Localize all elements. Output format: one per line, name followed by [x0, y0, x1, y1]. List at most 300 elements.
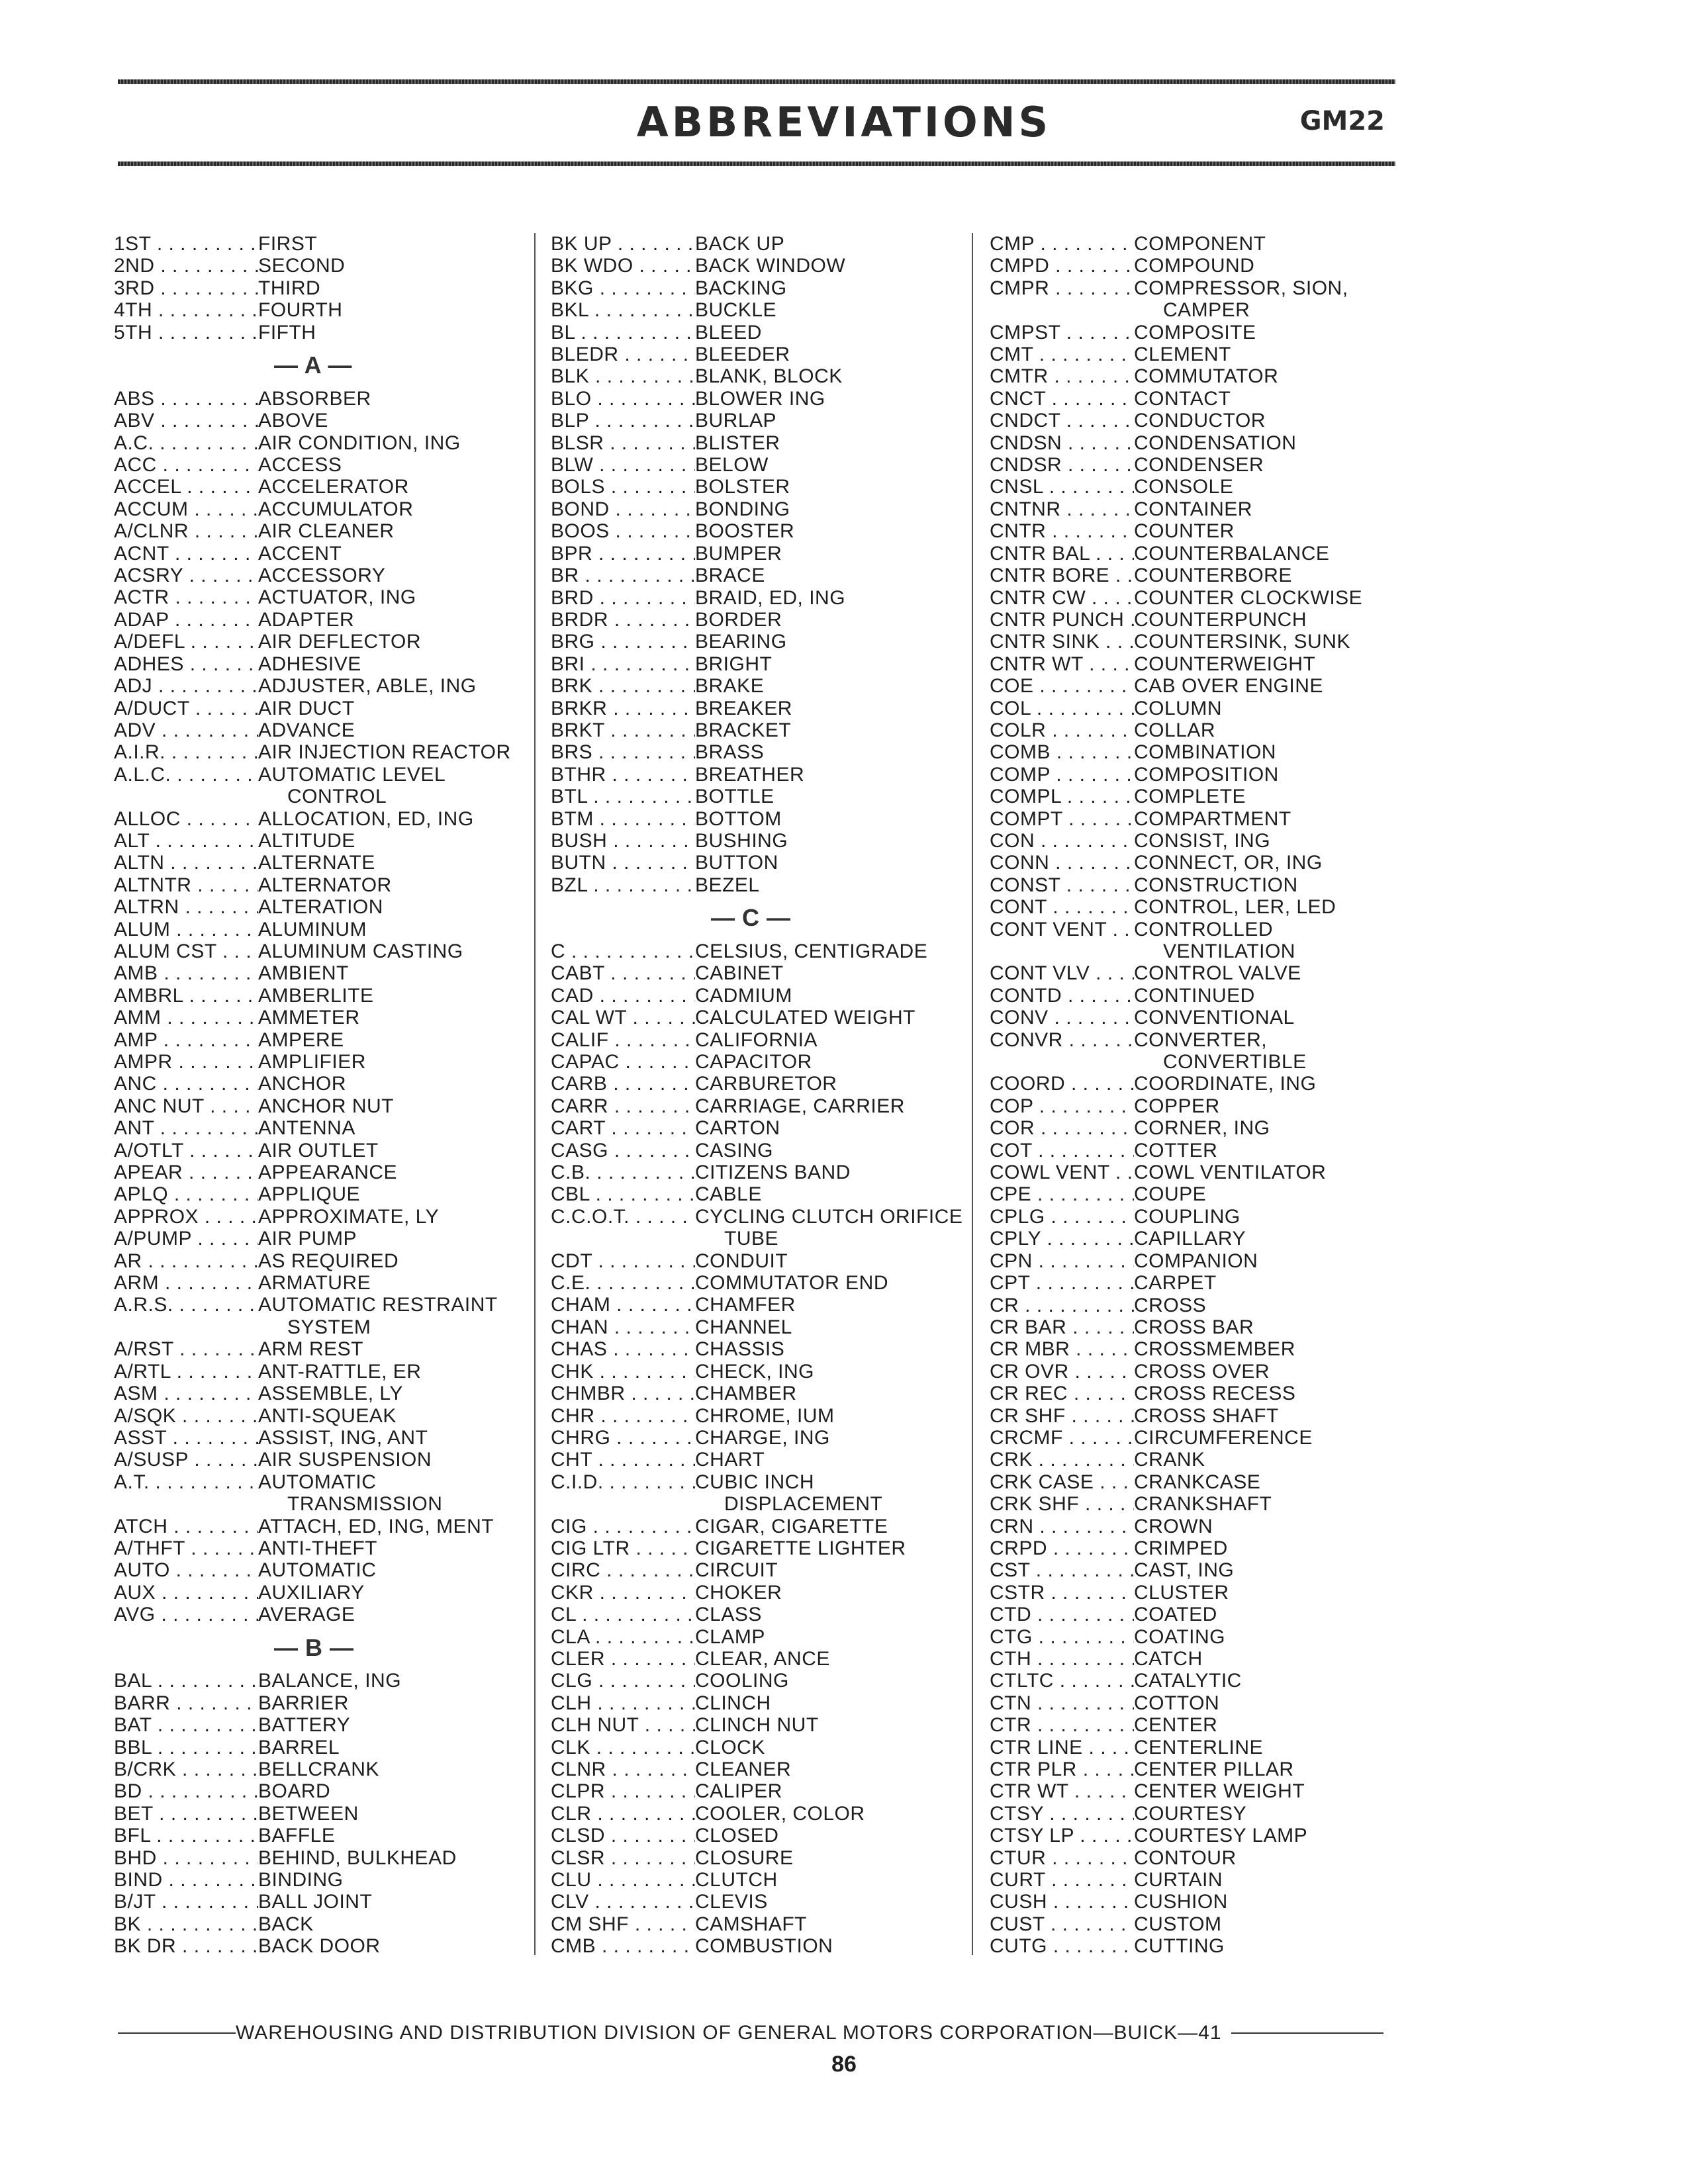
- abbreviation-definition: BELOW: [695, 454, 769, 477]
- abbreviation-definition: BACK UP: [695, 233, 785, 255]
- abbreviation-definition: CENTER PILLAR: [1134, 1758, 1294, 1781]
- definition-continuation: CONTROL: [287, 786, 387, 808]
- abbreviation-definition: CENTERLINE: [1134, 1736, 1264, 1758]
- abbreviation-entry: [114, 1670, 538, 1692]
- abbreviation-definition: CHROME, IUM: [695, 1404, 835, 1427]
- abbreviation-entry: [551, 1272, 974, 1294]
- abbreviation-term: 2ND . . .: [114, 255, 258, 277]
- abbreviation-term: CRK . . .: [990, 1449, 1134, 1471]
- abbreviation-definition: APPEARANCE: [258, 1161, 398, 1184]
- abbreviation-entry: [114, 1228, 538, 1250]
- definition-continuation: CAMPER: [1163, 299, 1250, 322]
- abbreviation-definition: COLLAR: [1134, 719, 1216, 741]
- abbreviation-definition: ADVANCE: [258, 719, 355, 741]
- abbreviation-definition: CUBIC INCH: [695, 1471, 815, 1493]
- abbreviation-entry: [114, 432, 538, 454]
- abbreviation-term: ACCEL . . .: [114, 476, 258, 498]
- abbreviation-term: CMP . . .: [990, 233, 1134, 255]
- abbreviation-definition: COWL VENTILATOR: [1134, 1161, 1327, 1184]
- abbreviation-definition: COUNTER: [1134, 520, 1235, 543]
- abbreviation-definition: CENTER: [1134, 1714, 1218, 1737]
- abbreviation-definition: BOLSTER: [695, 476, 790, 498]
- abbreviation-entry: [990, 343, 1420, 365]
- abbreviation-entry: [990, 631, 1420, 653]
- abbreviation-term: BIND . . .: [114, 1869, 258, 1891]
- abbreviation-entry: [114, 1737, 538, 1758]
- abbreviation-entry: [551, 322, 974, 343]
- abbreviation-term: B/JT . . .: [114, 1891, 258, 1913]
- abbreviation-entry: [551, 565, 974, 586]
- abbreviation-definition: CHASSIS: [695, 1338, 785, 1361]
- abbreviation-definition: BRACKET: [695, 719, 792, 741]
- abbreviation-entry: [551, 1516, 974, 1537]
- abbreviation-definition: CENTER WEIGHT: [1134, 1780, 1305, 1803]
- abbreviation-definition: COATING: [1134, 1625, 1225, 1648]
- abbreviation-entry: [114, 764, 538, 786]
- abbreviation-entry: [551, 587, 974, 609]
- abbreviation-definition: ASSEMBLE, LY: [258, 1383, 403, 1405]
- abbreviation-entry: [551, 874, 974, 896]
- abbreviation-definition: CONTINUED: [1134, 984, 1255, 1007]
- abbreviation-entry: [114, 675, 538, 697]
- abbreviation-definition: COOLING: [695, 1670, 789, 1692]
- abbreviation-entry: [551, 808, 974, 830]
- abbreviation-entry: [114, 874, 538, 896]
- abbreviation-definition: CLEANER: [695, 1758, 792, 1781]
- abbreviation-definition: CLUSTER: [1134, 1581, 1229, 1604]
- abbreviation-term: CAPAC . . .: [551, 1051, 695, 1073]
- abbreviation-term: CNTR . . .: [990, 520, 1134, 542]
- abbreviation-definition: BARRIER: [258, 1692, 349, 1714]
- abbreviation-entry: [114, 1847, 538, 1869]
- abbreviation-term: A/RST . . .: [114, 1338, 258, 1360]
- abbreviation-definition: BALANCE, ING: [258, 1670, 402, 1692]
- abbreviation-term: CNTR PUNCH . . .: [990, 609, 1134, 631]
- abbreviation-definition: ABOVE: [258, 410, 328, 432]
- abbreviation-entry: [551, 1161, 974, 1183]
- abbreviation-entry: [551, 852, 974, 874]
- abbreviation-term: A/SQK . . .: [114, 1405, 258, 1427]
- abbreviation-entry: [551, 631, 974, 653]
- abbreviation-definition: COORDINATE, ING: [1134, 1073, 1317, 1095]
- abbreviation-entry: [114, 1405, 538, 1427]
- abbreviation-entry: [551, 1095, 974, 1117]
- abbreviation-definition: CYCLING CLUTCH ORIFICE: [695, 1205, 963, 1228]
- abbreviation-term: CRK SHF . . .: [990, 1493, 1134, 1515]
- abbreviation-entry: [990, 1295, 1420, 1316]
- abbreviation-term: CHAN . . .: [551, 1316, 695, 1338]
- abbreviation-definition: COUPE: [1134, 1183, 1207, 1206]
- abbreviation-entry: [114, 233, 538, 255]
- abbreviation-definition: AMBERLITE: [258, 984, 374, 1007]
- abbreviation-entry: [114, 498, 538, 520]
- abbreviation-definition: FIFTH: [258, 321, 316, 343]
- abbreviation-entry: [551, 764, 974, 786]
- abbreviation-definition: ATTACH, ED, ING, MENT: [258, 1515, 494, 1537]
- abbreviation-term: CST . . .: [990, 1559, 1134, 1581]
- abbreviation-term: BFL . . .: [114, 1825, 258, 1846]
- header-rule-bottom: [118, 161, 1395, 166]
- abbreviation-entry: [551, 1692, 974, 1714]
- abbreviation-definition: AUTOMATIC LEVEL: [258, 763, 446, 786]
- abbreviation-term: CONT VLV . . .: [990, 962, 1134, 984]
- abbreviation-entry: [990, 410, 1420, 432]
- abbreviation-entry: [990, 1670, 1420, 1692]
- abbreviation-term: C.B. . . .: [551, 1161, 695, 1183]
- abbreviation-entry: [990, 1869, 1420, 1891]
- abbreviation-definition: COMPOSITE: [1134, 321, 1256, 343]
- abbreviation-definition: CLINCH: [695, 1692, 771, 1714]
- abbreviation-entry: [114, 1803, 538, 1825]
- abbreviation-entry: [990, 852, 1420, 874]
- abbreviation-term: BTHR . . .: [551, 764, 695, 786]
- abbreviation-definition: ANCHOR: [258, 1073, 347, 1095]
- abbreviation-term: CON . . .: [990, 830, 1134, 852]
- abbreviation-entry: [114, 476, 538, 498]
- abbreviation-entry: [990, 1626, 1420, 1648]
- abbreviation-term: COR . . .: [990, 1117, 1134, 1139]
- abbreviation-entry: [114, 454, 538, 476]
- abbreviation-term: APPROX . . .: [114, 1206, 258, 1228]
- definition-continuation: TRANSMISSION: [287, 1493, 443, 1516]
- abbreviation-term: CNTR SINK . . .: [990, 631, 1134, 653]
- abbreviation-term: CONTD . . .: [990, 985, 1134, 1007]
- abbreviation-entry: [551, 1714, 974, 1736]
- abbreviation-entry: [990, 962, 1420, 984]
- abbreviation-entry: [114, 852, 538, 874]
- abbreviation-term: BRK . . .: [551, 675, 695, 697]
- abbreviation-entry: [114, 1935, 538, 1957]
- abbreviation-definition: ACCELERATOR: [258, 476, 409, 498]
- abbreviation-term: BK DR . . .: [114, 1935, 258, 1957]
- abbreviation-entry: [114, 1714, 538, 1736]
- abbreviation-entry: [990, 1250, 1420, 1272]
- abbreviation-entry: [551, 343, 974, 365]
- abbreviation-entry: [114, 896, 538, 918]
- abbreviation-term: BUSH . . .: [551, 830, 695, 852]
- abbreviation-entry: [114, 741, 538, 763]
- abbreviation-term: BHD . . .: [114, 1847, 258, 1869]
- abbreviation-term: CR REC . . .: [990, 1383, 1134, 1404]
- abbreviation-entry: [990, 1516, 1420, 1537]
- abbreviation-definition: COTTER: [1134, 1139, 1218, 1161]
- abbreviation-term: A/SUSP . . .: [114, 1449, 258, 1471]
- abbreviation-definition: CROSS RECESS: [1134, 1383, 1296, 1405]
- abbreviation-term: ALT . . .: [114, 830, 258, 852]
- abbreviation-definition: CAPILLARY: [1134, 1228, 1246, 1250]
- abbreviation-entry: [551, 609, 974, 631]
- abbreviation-definition: CLEVIS: [695, 1891, 768, 1913]
- abbreviation-entry: [551, 1847, 974, 1869]
- abbreviation-definition: CONTROL, LER, LED: [1134, 896, 1336, 919]
- abbreviation-definition: BARREL: [258, 1736, 340, 1758]
- abbreviation-definition: AS REQUIRED: [258, 1250, 399, 1272]
- abbreviation-entry: [114, 609, 538, 631]
- abbreviation-definition: BETWEEN: [258, 1802, 359, 1825]
- abbreviation-term: CTR WT . . .: [990, 1780, 1134, 1802]
- abbreviation-entry: [551, 277, 974, 299]
- abbreviation-definition: COUNTERSINK, SUNK: [1134, 631, 1350, 653]
- abbreviation-entry: [551, 255, 974, 277]
- abbreviation-definition: CHARGE, ING: [695, 1426, 830, 1449]
- abbreviation-definition: BORDER: [695, 608, 782, 631]
- abbreviation-entry: [114, 1051, 538, 1073]
- abbreviation-entry: [114, 1582, 538, 1604]
- abbreviation-term: CIRC . . .: [551, 1559, 695, 1581]
- abbreviation-term: ALTRN . . .: [114, 896, 258, 918]
- abbreviation-definition: ALTITUDE: [258, 829, 355, 852]
- abbreviation-definition: AUTOMATIC RESTRAINT: [258, 1294, 498, 1316]
- abbreviation-term: ALTNTR . . .: [114, 874, 258, 896]
- abbreviation-term: ADAP . . .: [114, 609, 258, 631]
- abbreviation-definition: ACTUATOR, ING: [258, 586, 416, 609]
- abbreviation-definition: CIGARETTE LIGHTER: [695, 1537, 906, 1559]
- abbreviation-term: CBL . . .: [551, 1183, 695, 1205]
- abbreviation-entry: [114, 1604, 538, 1625]
- abbreviation-term: BAT . . .: [114, 1714, 258, 1736]
- abbreviation-entry: [990, 1537, 1420, 1559]
- abbreviation-definition: CONDUCTOR: [1134, 410, 1266, 432]
- section-heading: — A —: [274, 351, 352, 379]
- abbreviation-definition: BRAKE: [695, 675, 765, 698]
- abbreviation-term: A.T. . . .: [114, 1471, 258, 1493]
- abbreviation-entry: [990, 1272, 1420, 1294]
- abbreviation-definition: AMPERE: [258, 1028, 344, 1051]
- abbreviation-entry: [551, 698, 974, 719]
- abbreviation-entry: [551, 1427, 974, 1449]
- abbreviation-definition: BREATHER: [695, 763, 805, 786]
- abbreviation-entry: [990, 698, 1420, 719]
- abbreviation-term: CONV . . .: [990, 1007, 1134, 1028]
- abbreviation-term: BAL . . .: [114, 1670, 258, 1692]
- abbreviation-term: CMT . . .: [990, 343, 1134, 365]
- abbreviation-term: BKG . . .: [551, 277, 695, 299]
- abbreviation-entry: [551, 1626, 974, 1648]
- abbreviation-entry: [990, 830, 1420, 852]
- abbreviation-entry: [114, 1913, 538, 1935]
- abbreviation-term: 3RD . . .: [114, 277, 258, 299]
- abbreviation-term: CNDCT . . .: [990, 410, 1134, 432]
- abbreviation-definition: BEHIND, BULKHEAD: [258, 1846, 457, 1869]
- abbreviation-entry: [990, 1559, 1420, 1581]
- abbreviation-definition: ADHESIVE: [258, 653, 361, 675]
- abbreviation-definition: BINDING: [258, 1869, 344, 1891]
- abbreviation-definition: BALL JOINT: [258, 1891, 373, 1913]
- abbreviation-entry: [114, 698, 538, 719]
- abbreviation-term: CHAM . . .: [551, 1294, 695, 1316]
- abbreviation-term: C.E. . . .: [551, 1272, 695, 1294]
- abbreviation-definition: CROSS SHAFT: [1134, 1404, 1279, 1427]
- abbreviation-definition: AIR INJECTION REACTOR: [258, 741, 511, 764]
- abbreviation-entry: [551, 1780, 974, 1802]
- abbreviation-term: BTM . . .: [551, 808, 695, 830]
- abbreviation-term: CHMBR . . .: [551, 1383, 695, 1404]
- abbreviation-definition: CURTAIN: [1134, 1869, 1223, 1891]
- abbreviation-entry: [990, 520, 1420, 542]
- abbreviation-definition: COMPLETE: [1134, 786, 1246, 808]
- abbreviation-definition: CELSIUS, CENTIGRADE: [695, 940, 928, 962]
- abbreviation-entry: [990, 985, 1420, 1007]
- abbreviation-entry: [114, 653, 538, 675]
- abbreviation-term: A.I.R. . . .: [114, 741, 258, 763]
- abbreviation-term: APLQ . . .: [114, 1183, 258, 1205]
- abbreviation-term: AMB . . .: [114, 962, 258, 984]
- abbreviation-entry: [990, 1206, 1420, 1228]
- abbreviation-term: CHAS . . .: [551, 1338, 695, 1360]
- abbreviation-term: 5TH . . .: [114, 322, 258, 343]
- section-heading: — C —: [711, 904, 791, 932]
- abbreviation-definition: ACCUMULATOR: [258, 498, 414, 520]
- document-code: GM22: [1299, 106, 1385, 136]
- abbreviation-entry: [114, 1427, 538, 1449]
- abbreviation-entry: [551, 1604, 974, 1625]
- abbreviation-term: CMPR . . .: [990, 277, 1134, 299]
- abbreviation-entry: [990, 1316, 1420, 1338]
- abbreviation-entry: [551, 1758, 974, 1780]
- abbreviation-term: ACNT . . .: [114, 543, 258, 565]
- abbreviation-term: CM SHF . . .: [551, 1913, 695, 1935]
- abbreviation-term: A.C. . . .: [114, 432, 258, 454]
- abbreviation-definition: CARRIAGE, CARRIER: [695, 1095, 905, 1117]
- abbreviation-definition: CORNER, ING: [1134, 1117, 1270, 1140]
- abbreviation-term: CPLY . . .: [990, 1228, 1134, 1250]
- abbreviation-term: CNTR BAL . . .: [990, 543, 1134, 565]
- abbreviation-term: CNDSN . . .: [990, 432, 1134, 454]
- abbreviation-entry: [990, 322, 1420, 343]
- abbreviation-definition: ANTI-THEFT: [258, 1537, 377, 1559]
- abbreviation-term: 4TH . . .: [114, 299, 258, 321]
- abbreviation-term: BRKT . . .: [551, 719, 695, 741]
- abbreviation-entry: [114, 255, 538, 277]
- abbreviation-definition: ARM REST: [258, 1338, 364, 1361]
- abbreviation-entry: [114, 1516, 538, 1537]
- abbreviation-term: APEAR . . .: [114, 1161, 258, 1183]
- abbreviation-entry: [114, 277, 538, 299]
- abbreviation-entry: [990, 1935, 1420, 1957]
- abbreviation-term: CRPD . . .: [990, 1537, 1134, 1559]
- abbreviation-entry: [990, 764, 1420, 786]
- abbreviation-term: CTUR . . .: [990, 1847, 1134, 1869]
- abbreviation-entry: [990, 233, 1420, 255]
- abbreviation-term: AMM . . .: [114, 1007, 258, 1028]
- abbreviation-entry: [551, 1338, 974, 1360]
- abbreviation-term: CONT VENT . . .: [990, 919, 1134, 940]
- abbreviation-term: BTL . . .: [551, 786, 695, 807]
- abbreviation-entry: [551, 410, 974, 432]
- abbreviation-definition: ACCENT: [258, 542, 342, 565]
- abbreviation-entry: [990, 1007, 1420, 1028]
- abbreviation-term: COWL VENT . . .: [990, 1161, 1134, 1183]
- abbreviation-entry: [990, 741, 1420, 763]
- abbreviation-term: CTR LINE . . .: [990, 1737, 1134, 1758]
- abbreviation-entry: [114, 1471, 538, 1493]
- abbreviation-definition: BRIGHT: [695, 653, 773, 675]
- abbreviation-entry: [990, 1095, 1420, 1117]
- abbreviation-definition: BUTTON: [695, 852, 778, 874]
- abbreviation-entry: [114, 719, 538, 741]
- abbreviation-entry: [551, 675, 974, 697]
- abbreviation-definition: CASING: [695, 1139, 774, 1161]
- abbreviation-entry: [990, 808, 1420, 830]
- abbreviation-term: CLA . . .: [551, 1626, 695, 1648]
- abbreviation-term: CLSR . . .: [551, 1847, 695, 1869]
- abbreviation-entry: [990, 565, 1420, 586]
- abbreviation-definition: BEARING: [695, 631, 787, 653]
- abbreviation-term: BK WDO . . .: [551, 255, 695, 277]
- abbreviation-definition: ANCHOR NUT: [258, 1095, 394, 1117]
- abbreviation-definition: AIR SUSPENSION: [258, 1449, 432, 1471]
- abbreviation-term: CRCMF . . .: [990, 1427, 1134, 1449]
- abbreviation-term: AUX . . .: [114, 1582, 258, 1604]
- abbreviation-term: CURT . . .: [990, 1869, 1134, 1891]
- page-number: 86: [831, 2052, 857, 2077]
- abbreviation-term: CLNR . . .: [551, 1758, 695, 1780]
- abbreviation-term: CMB . . .: [551, 1935, 695, 1957]
- abbreviation-term: COL . . .: [990, 698, 1134, 719]
- abbreviation-entry: [114, 410, 538, 432]
- abbreviation-term: A/RTL . . .: [114, 1361, 258, 1383]
- abbreviation-entry: [551, 1582, 974, 1604]
- abbreviation-entry: [114, 1692, 538, 1714]
- abbreviation-term: CUST . . .: [990, 1913, 1134, 1935]
- abbreviation-term: ASST . . .: [114, 1427, 258, 1449]
- abbreviation-entry: [990, 1140, 1420, 1161]
- abbreviation-definition: CARTON: [695, 1117, 780, 1140]
- definition-continuation: DISPLACEMENT: [724, 1493, 883, 1516]
- abbreviation-term: AMP . . .: [114, 1029, 258, 1051]
- abbreviation-term: CONN . . .: [990, 852, 1134, 874]
- abbreviation-term: CALIF . . .: [551, 1029, 695, 1051]
- abbreviation-term: AR . . .: [114, 1250, 258, 1272]
- abbreviation-term: BLEDR . . .: [551, 343, 695, 365]
- abbreviation-definition: BELLCRANK: [258, 1758, 379, 1780]
- abbreviation-definition: CHECK, ING: [695, 1360, 815, 1383]
- abbreviation-entry: [990, 919, 1420, 940]
- abbreviation-definition: ARMATURE: [258, 1272, 371, 1295]
- abbreviation-term: ALUM . . .: [114, 919, 258, 940]
- abbreviation-definition: COUNTERBALANCE: [1134, 542, 1330, 565]
- abbreviation-term: BD . . .: [114, 1780, 258, 1802]
- abbreviation-definition: AMPLIFIER: [258, 1051, 366, 1073]
- abbreviation-term: CAD . . .: [551, 985, 695, 1007]
- abbreviation-entry: [551, 1383, 974, 1404]
- abbreviation-entry: [990, 609, 1420, 631]
- abbreviation-term: BK . . .: [114, 1913, 258, 1935]
- abbreviation-definition: ANTENNA: [258, 1117, 355, 1140]
- abbreviation-definition: SECOND: [258, 255, 346, 277]
- abbreviation-definition: CONDENSATION: [1134, 432, 1297, 454]
- abbreviation-entry: [551, 962, 974, 984]
- abbreviation-definition: CLEAR, ANCE: [695, 1647, 830, 1670]
- abbreviation-entry: [990, 1758, 1420, 1780]
- abbreviation-definition: BLEEDER: [695, 343, 790, 366]
- abbreviation-term: AMPR . . .: [114, 1051, 258, 1073]
- abbreviation-definition: CONTACT: [1134, 387, 1231, 410]
- abbreviation-term: A/CLNR . . .: [114, 520, 258, 542]
- abbreviation-definition: CALCULATED WEIGHT: [695, 1007, 915, 1029]
- abbreviation-entry: [551, 1869, 974, 1891]
- abbreviation-term: CR SHF . . .: [990, 1405, 1134, 1427]
- abbreviation-term: CONST . . .: [990, 874, 1134, 896]
- abbreviation-entry: [114, 1537, 538, 1559]
- abbreviation-entry: [114, 1338, 538, 1360]
- abbreviation-term: CASG . . .: [551, 1140, 695, 1161]
- abbreviation-term: ARM . . .: [114, 1272, 258, 1294]
- abbreviation-definition: AMMETER: [258, 1007, 360, 1029]
- abbreviation-definition: ANTI-SQUEAK: [258, 1404, 397, 1427]
- abbreviation-term: CTSY . . .: [990, 1803, 1134, 1825]
- abbreviation-term: BRG . . .: [551, 631, 695, 653]
